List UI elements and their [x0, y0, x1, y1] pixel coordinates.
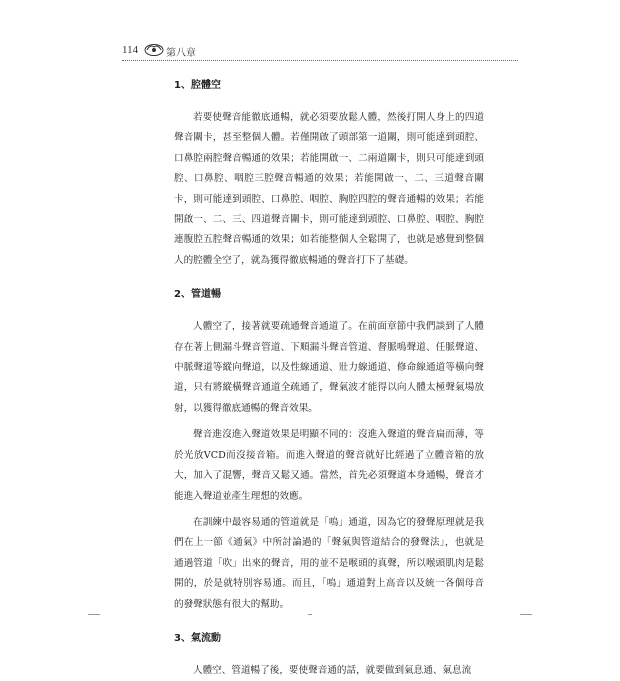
page-content	[174, 76, 484, 681]
section-heading-3: 3、氣流動	[174, 632, 221, 644]
crop-mark	[308, 614, 312, 615]
crop-mark	[88, 614, 100, 615]
header-divider	[122, 60, 518, 61]
section-2-paragraph-1: 人體空了，接著就要疏通聲音通道了。在前面章節中我們談到了人體存在著上側漏斗聲音管道、下順漏斗聲音管道、督脈鳴聲道、任脈聲道、中脈聲道等縱向聲道，以及性線通道、壯力線通道、修命線通道等橫向聲道，只有將縱橫聲音通道全疏通了，聲氣波才能得以向人體太極聲氣場放射，以獲得徹底通暢的聲音效果。	[174, 321, 484, 414]
section-2-paragraph-2: 聲音進沒進入聲道效果是明顯不同的：沒進入聲道的聲音扁而薄，等於光放VCD而沒接音箱。而進入聲道的聲音就好比經過了立體音箱的放大，加入了混響，聲音又鬆又通。當然，首先必須聲道本身通暢，聲音才能進入聲道並產生理想的效應。	[174, 429, 484, 502]
section-2-paragraph-3: 在訓練中最容易通的管道就是「嗚」通道，因為它的發聲原理就是我們在上一節《通氣》中所討論過的「聲氣與管道結合的發聲法」，也就是通過管道「吹」出來的聲音，用的並不是喉頭的真聲，所以喉頭肌肉是鬆開的，於是就特別容易通。而且，「嗚」通道對上高音以及統一各個母音的發聲狀態有很大的幫助。	[174, 516, 484, 610]
section-1-paragraph-1: 若要使聲音能徹底通暢，就必須要放鬆人體，然後打開人身上的四道聲音關卡，甚至整個人體。若僅開啟了頭部第一道關，則可能達到頭腔、口鼻腔兩腔聲音暢通的效果；若能開啟一、二兩道關卡，則只可能達到頭腔、口鼻腔、咽腔三腔聲音暢通的效果；若能開啟一、二、三道聲音關卡，則可能達到頭腔、口鼻腔、咽腔、胸腔四腔的聲音通暢的效果；若能開啟一、二、三、四道聲音關卡，則可能達到頭腔、口鼻腔、咽腔、胸腔連腹腔五腔聲音暢通的效果；如若能整個人全鬆開了，也就是感覺到整個人的腔體全空了，就為獲得徹底暢通的聲音打下了基礎。	[174, 112, 484, 266]
page-header	[122, 42, 522, 64]
section-heading-2: 2、管道暢	[174, 289, 221, 301]
crop-mark	[520, 614, 532, 615]
section-3-paragraph-1: 人體空、管道暢了後，要使聲音通的話，就要做到氣息通、氣息流	[193, 664, 472, 676]
page-number: 114	[122, 44, 139, 56]
chapter-label: 第八章	[166, 48, 196, 59]
section-heading-1: 1、腔體空	[174, 80, 221, 91]
chapter-emblem-icon	[144, 42, 164, 56]
